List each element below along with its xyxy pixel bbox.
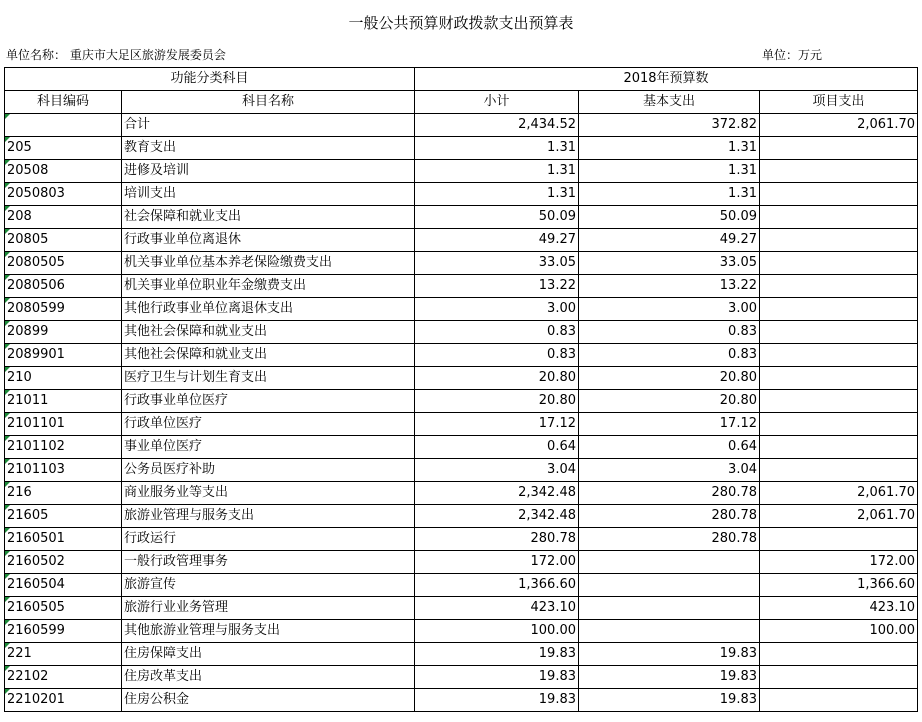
- table-row: [5, 344, 918, 367]
- cell-project[interactable]: 423.10: [760, 597, 918, 620]
- cell-basic[interactable]: 0.64: [579, 436, 760, 459]
- cell-project[interactable]: [760, 436, 918, 459]
- cell-name[interactable]: 旅游宣传: [122, 574, 415, 597]
- cell-name[interactable]: 医疗卫生与计划生育支出: [122, 367, 415, 390]
- cell-name[interactable]: 其他旅游业管理与服务支出: [122, 620, 415, 643]
- cell-project[interactable]: [760, 367, 918, 390]
- unit-measure-label: 单位：万元: [762, 48, 823, 62]
- cell-project[interactable]: 1,366.60: [760, 574, 918, 597]
- cell-code[interactable]: 20508: [5, 160, 122, 183]
- cell-subtotal[interactable]: 0.83: [415, 321, 579, 344]
- cell-code[interactable]: 2160599: [5, 620, 122, 643]
- table-row: [5, 206, 918, 229]
- cell-project[interactable]: [760, 298, 918, 321]
- cell-basic[interactable]: 3.04: [579, 459, 760, 482]
- cell-project[interactable]: 2,061.70: [760, 505, 918, 528]
- cell-name[interactable]: 合计: [122, 114, 415, 137]
- header-subtotal[interactable]: 小计: [415, 91, 579, 114]
- table-row: [5, 528, 918, 551]
- cell-basic[interactable]: 0.83: [579, 344, 760, 367]
- page-title: 一般公共预算财政拨款支出预算表: [348, 14, 574, 32]
- cell-basic[interactable]: 372.82: [579, 114, 760, 137]
- cell-subtotal[interactable]: 0.83: [415, 344, 579, 367]
- cell-code[interactable]: 2080505: [5, 252, 122, 275]
- cell-code[interactable]: 208: [5, 206, 122, 229]
- table-row: [5, 413, 918, 436]
- cell-project[interactable]: [760, 689, 918, 712]
- table-row: [5, 574, 918, 597]
- cell-name[interactable]: 商业服务业等支出: [122, 482, 415, 505]
- cell-subtotal[interactable]: 0.64: [415, 436, 579, 459]
- cell-code[interactable]: 2210201: [5, 689, 122, 712]
- cell-code[interactable]: 2101103: [5, 459, 122, 482]
- cell-code[interactable]: 2160504: [5, 574, 122, 597]
- table-row: [5, 666, 918, 689]
- cell-code[interactable]: 2101101: [5, 413, 122, 436]
- table-row: [5, 643, 918, 666]
- cell-basic[interactable]: [579, 551, 760, 574]
- cell-project[interactable]: 2,061.70: [760, 114, 918, 137]
- cell-project[interactable]: [760, 206, 918, 229]
- table-row: [5, 620, 918, 643]
- cell-project[interactable]: [760, 183, 918, 206]
- cell-subtotal[interactable]: 2,342.48: [415, 505, 579, 528]
- cell-basic[interactable]: 280.78: [579, 528, 760, 551]
- cell-basic[interactable]: [579, 597, 760, 620]
- table-row: [5, 183, 918, 206]
- cell-subtotal[interactable]: 2,342.48: [415, 482, 579, 505]
- table-row: [5, 160, 918, 183]
- cell-name[interactable]: 旅游业管理与服务支出: [122, 505, 415, 528]
- cell-name[interactable]: 机关事业单位职业年金缴费支出: [122, 275, 415, 298]
- cell-basic[interactable]: 1.31: [579, 160, 760, 183]
- cell-code[interactable]: 216: [5, 482, 122, 505]
- cell-basic[interactable]: 280.78: [579, 482, 760, 505]
- cell-code[interactable]: 21605: [5, 505, 122, 528]
- cell-basic[interactable]: 19.83: [579, 689, 760, 712]
- cell-project[interactable]: [760, 321, 918, 344]
- cell-subtotal[interactable]: 19.83: [415, 643, 579, 666]
- cell-subtotal[interactable]: 3.00: [415, 298, 579, 321]
- header-code[interactable]: 科目编码: [5, 91, 122, 114]
- table-row: [5, 551, 918, 574]
- cell-name[interactable]: 培训支出: [122, 183, 415, 206]
- cell-code[interactable]: [5, 114, 122, 137]
- table-row: [5, 597, 918, 620]
- cell-name[interactable]: 行政运行: [122, 528, 415, 551]
- cell-basic[interactable]: 20.80: [579, 367, 760, 390]
- cell-basic[interactable]: 1.31: [579, 183, 760, 206]
- table-row: [5, 298, 918, 321]
- cell-subtotal[interactable]: 1.31: [415, 183, 579, 206]
- cell-project[interactable]: [760, 666, 918, 689]
- table-row: [5, 505, 918, 528]
- cell-subtotal[interactable]: 20.80: [415, 367, 579, 390]
- cell-subtotal[interactable]: 50.09: [415, 206, 579, 229]
- cell-basic[interactable]: 0.83: [579, 321, 760, 344]
- cell-subtotal[interactable]: 49.27: [415, 229, 579, 252]
- cell-code[interactable]: 20805: [5, 229, 122, 252]
- cell-project[interactable]: [760, 390, 918, 413]
- cell-name[interactable]: 旅游行业业务管理: [122, 597, 415, 620]
- header-row-group: [5, 68, 918, 91]
- table-row: [5, 367, 918, 390]
- cell-name[interactable]: 其他社会保障和就业支出: [122, 321, 415, 344]
- cell-code[interactable]: 205: [5, 137, 122, 160]
- cell-code[interactable]: 2089901: [5, 344, 122, 367]
- cell-project[interactable]: [760, 344, 918, 367]
- cell-subtotal[interactable]: 3.04: [415, 459, 579, 482]
- cell-code[interactable]: 2160505: [5, 597, 122, 620]
- cell-basic[interactable]: 280.78: [579, 505, 760, 528]
- cell-name[interactable]: 住房保障支出: [122, 643, 415, 666]
- cell-basic[interactable]: 17.12: [579, 413, 760, 436]
- cell-project[interactable]: 172.00: [760, 551, 918, 574]
- cell-subtotal[interactable]: 2,434.52: [415, 114, 579, 137]
- cell-subtotal[interactable]: 20.80: [415, 390, 579, 413]
- cell-basic[interactable]: 50.09: [579, 206, 760, 229]
- cell-name[interactable]: 一般行政管理事务: [122, 551, 415, 574]
- cell-name[interactable]: 行政单位医疗: [122, 413, 415, 436]
- table-row: [5, 482, 918, 505]
- cell-project[interactable]: [760, 252, 918, 275]
- cell-subtotal[interactable]: 280.78: [415, 528, 579, 551]
- cell-project[interactable]: 2,061.70: [760, 482, 918, 505]
- cell-name[interactable]: 教育支出: [122, 137, 415, 160]
- header-basic[interactable]: 基本支出: [579, 91, 760, 114]
- cell-basic[interactable]: 19.83: [579, 643, 760, 666]
- cell-subtotal[interactable]: 1.31: [415, 137, 579, 160]
- cell-basic[interactable]: 33.05: [579, 252, 760, 275]
- header-budget-group[interactable]: 2018年预算数: [415, 68, 918, 91]
- table-row: [5, 252, 918, 275]
- cell-name[interactable]: 行政事业单位离退休: [122, 229, 415, 252]
- cell-name[interactable]: 事业单位医疗: [122, 436, 415, 459]
- cell-code[interactable]: 210: [5, 367, 122, 390]
- cell-subtotal[interactable]: 19.83: [415, 689, 579, 712]
- cell-project[interactable]: [760, 528, 918, 551]
- cell-name[interactable]: 其他行政事业单位离退休支出: [122, 298, 415, 321]
- cell-basic[interactable]: [579, 574, 760, 597]
- cell-name[interactable]: 社会保障和就业支出: [122, 206, 415, 229]
- cell-subtotal[interactable]: 17.12: [415, 413, 579, 436]
- cell-subtotal[interactable]: 13.22: [415, 275, 579, 298]
- cell-project[interactable]: [760, 275, 918, 298]
- cell-name[interactable]: 住房公积金: [122, 689, 415, 712]
- cell-code[interactable]: 2080506: [5, 275, 122, 298]
- cell-project[interactable]: [760, 413, 918, 436]
- cell-basic[interactable]: 19.83: [579, 666, 760, 689]
- cell-subtotal[interactable]: 100.00: [415, 620, 579, 643]
- cell-basic[interactable]: 3.00: [579, 298, 760, 321]
- cell-code[interactable]: 2050803: [5, 183, 122, 206]
- header-row-columns: [5, 91, 918, 114]
- cell-project[interactable]: [760, 229, 918, 252]
- cell-name[interactable]: 行政事业单位医疗: [122, 390, 415, 413]
- cell-subtotal[interactable]: 1,366.60: [415, 574, 579, 597]
- table-row: [5, 390, 918, 413]
- cell-name[interactable]: 进修及培训: [122, 160, 415, 183]
- cell-subtotal[interactable]: 423.10: [415, 597, 579, 620]
- header-function-group[interactable]: 功能分类科目: [5, 68, 415, 91]
- unit-name-label: 单位名称： 重庆市大足区旅游发展委员会: [6, 48, 226, 62]
- cell-subtotal[interactable]: 19.83: [415, 666, 579, 689]
- cell-basic[interactable]: 13.22: [579, 275, 760, 298]
- cell-project[interactable]: [760, 459, 918, 482]
- cell-subtotal[interactable]: 172.00: [415, 551, 579, 574]
- table-row: [5, 459, 918, 482]
- table-row: [5, 436, 918, 459]
- cell-basic[interactable]: [579, 620, 760, 643]
- cell-subtotal[interactable]: 1.31: [415, 160, 579, 183]
- cell-code[interactable]: 221: [5, 643, 122, 666]
- cell-project[interactable]: [760, 160, 918, 183]
- cell-basic[interactable]: 20.80: [579, 390, 760, 413]
- cell-name[interactable]: 其他社会保障和就业支出: [122, 344, 415, 367]
- table-row: [5, 137, 918, 160]
- table-row: [5, 689, 918, 712]
- cell-subtotal[interactable]: 33.05: [415, 252, 579, 275]
- cell-code[interactable]: 2080599: [5, 298, 122, 321]
- header-name[interactable]: 科目名称: [122, 91, 415, 114]
- header-project[interactable]: 项目支出: [760, 91, 918, 114]
- budget-table: [4, 67, 918, 712]
- cell-project[interactable]: [760, 137, 918, 160]
- cell-code[interactable]: 20899: [5, 321, 122, 344]
- cell-code[interactable]: 2101102: [5, 436, 122, 459]
- cell-basic[interactable]: 49.27: [579, 229, 760, 252]
- cell-name[interactable]: 机关事业单位基本养老保险缴费支出: [122, 252, 415, 275]
- table-row: [5, 114, 918, 137]
- cell-code[interactable]: 2160502: [5, 551, 122, 574]
- table-row: [5, 321, 918, 344]
- cell-basic[interactable]: 1.31: [579, 137, 760, 160]
- table-row: [5, 229, 918, 252]
- cell-code[interactable]: 22102: [5, 666, 122, 689]
- table-row: [5, 275, 918, 298]
- cell-name[interactable]: 公务员医疗补助: [122, 459, 415, 482]
- cell-code[interactable]: 21011: [5, 390, 122, 413]
- cell-name[interactable]: 住房改革支出: [122, 666, 415, 689]
- cell-project[interactable]: 100.00: [760, 620, 918, 643]
- cell-project[interactable]: [760, 643, 918, 666]
- cell-code[interactable]: 2160501: [5, 528, 122, 551]
